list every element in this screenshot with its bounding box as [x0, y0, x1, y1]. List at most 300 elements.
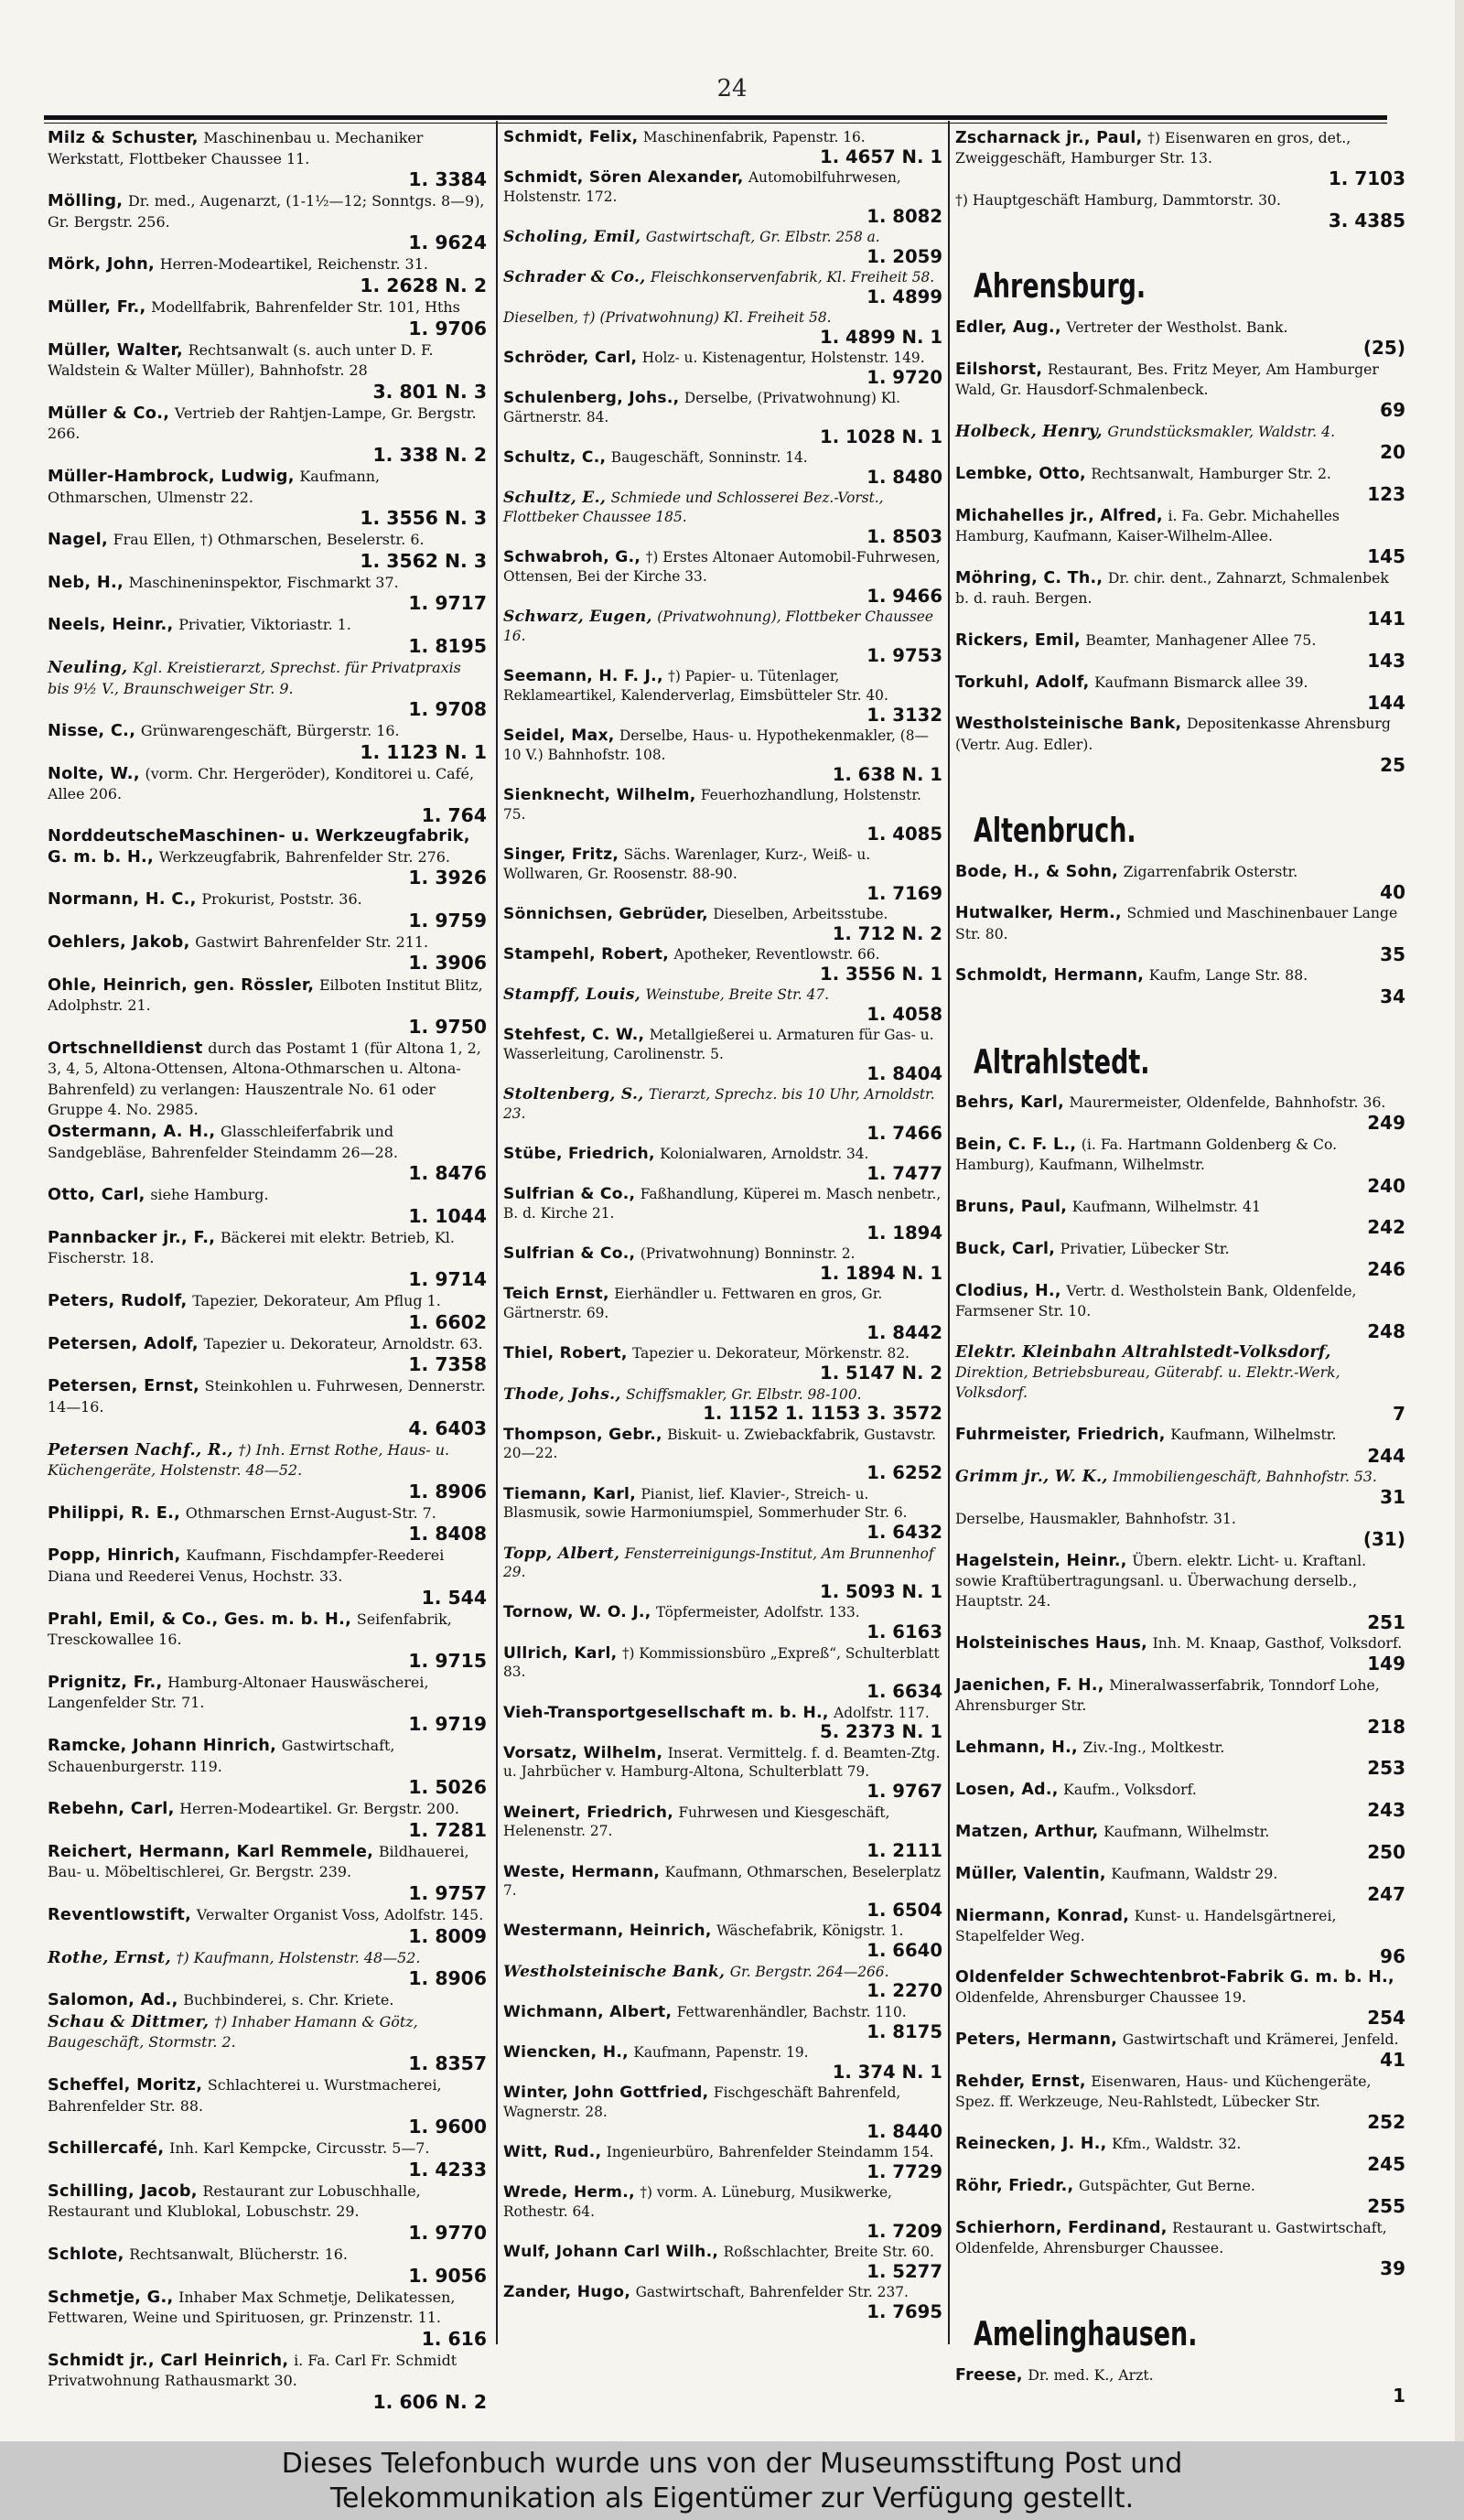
entry-name: Röhr, Friedr., — [955, 2176, 1074, 2195]
entry-description: Bildhauerei, Bau- u. Möbeltischlerei, Gr. Bergstr. 239. — [48, 1842, 469, 1881]
entry-name: Jaenichen, F. H., — [955, 1676, 1104, 1696]
entry-text — [503, 1603, 942, 1622]
entry-text — [955, 2134, 1405, 2154]
entry-text — [48, 467, 487, 508]
phone-number: 1. 6252 — [867, 1462, 942, 1484]
directory-entry — [48, 404, 487, 466]
entry-description: Tierarzt, Sprechz. bis 10 Uhr, Arnoldstr. 23. — [503, 1086, 935, 1123]
entry-name: Oehlers, Jakob, — [48, 932, 190, 952]
entry-text — [503, 1026, 942, 1064]
phone-number: 1. 374 N. 1 — [832, 2061, 942, 2083]
entry-description: Töpfermeister, Adolfstr. 133. — [656, 1604, 860, 1621]
entry-text — [48, 1736, 487, 1777]
phone-number: 3. 4385 — [1328, 210, 1405, 232]
entry-text — [503, 1385, 942, 1405]
directory-entry — [503, 389, 942, 447]
directory-entry — [955, 1864, 1405, 1905]
entry-text — [48, 1990, 487, 2011]
entry-name: Lehmann, H., — [955, 1739, 1078, 1758]
page-edge — [1455, 0, 1464, 2441]
phone-number: 1. 5093 N. 1 — [820, 1581, 942, 1603]
directory-entry — [48, 1185, 487, 1227]
phone-number: 1. 8009 — [408, 1924, 487, 1947]
entry-description: Inh. M. Knaap, Gasthof, Volksdorf. — [1152, 1634, 1403, 1653]
entry-description: (Privatwohnung) Bonninstr. 2. — [640, 1245, 856, 1263]
entry-description: i. Fa. Carl Fr. Schmidt Privatwohnung Rathausmarkt 30. — [48, 2351, 458, 2390]
entry-description: Dr. med., Augenarzt, (1-1½—12; Sonntgs. 8—9), Gr. Bergstr. 256. — [48, 192, 485, 231]
phone-number: 7 — [1393, 1402, 1405, 1425]
phone-number: 1. 9624 — [408, 232, 487, 254]
entry-text — [503, 985, 942, 1005]
entry-description: Sächs. Warenlager, Kurz-, Weiß- u. Wollwaren, Gr. Roosenstr. 88-90. — [503, 846, 871, 883]
directory-entry — [503, 168, 942, 227]
entry-text — [503, 608, 942, 646]
entry-description: Prokurist, Poststr. 36. — [201, 890, 362, 909]
entry-name: Bein, C. F. L., — [955, 1136, 1077, 1155]
entry-text — [503, 1244, 942, 1264]
entry-description: Eilboten Institut Blitz, Adolphstr. 21. — [48, 975, 483, 1015]
entry-name: Nagel, — [48, 531, 108, 550]
entry-name: Reinecken, J. H., — [955, 2134, 1107, 2153]
entry-text — [955, 360, 1405, 400]
entry-text — [955, 630, 1405, 651]
entry-name: Rehder, Ernst, — [955, 2072, 1086, 2091]
entry-description: Kaufmann, Wilhelmstr. — [1103, 1822, 1270, 1840]
entry-text — [503, 489, 942, 527]
phone-number: 96 — [1380, 1945, 1405, 1968]
directory-entry — [503, 448, 942, 488]
phone-number: 1. 5147 N. 2 — [820, 1362, 942, 1384]
phone-number: 1. 8440 — [867, 2120, 942, 2142]
phone-number: 1. 8175 — [867, 2020, 942, 2042]
phone-number: 143 — [1367, 649, 1405, 672]
entry-description: Metallgießerei u. Armaturen für Gas- u. Wasserleitung, Carolinenstr. 5. — [503, 1027, 934, 1063]
entry-text — [48, 764, 487, 805]
phone-number: 1. 9717 — [408, 592, 487, 615]
phone-number: 243 — [1367, 1799, 1405, 1822]
phone-number: 1. 5277 — [867, 2260, 942, 2282]
directory-entry — [48, 1799, 487, 1841]
directory-entry — [503, 128, 942, 167]
entry-description: †) Kommissionsbüro „Expreß“, Schulterblatt 83. — [503, 1644, 940, 1681]
directory-entry — [955, 2134, 1405, 2175]
directory-entry — [503, 1603, 942, 1642]
entry-name: Thode, Johs., — [503, 1384, 621, 1404]
entry-name: Grimm jr., W. K., — [955, 1468, 1108, 1487]
entry-text — [955, 464, 1405, 484]
phone-number: 1. 3926 — [408, 867, 487, 889]
directory-entry — [503, 1963, 942, 2002]
directory-entry — [48, 128, 487, 190]
entry-description: Schmiede und Schlosserei Bez.-Vorst., Flottbeker Chaussee 185. — [503, 490, 884, 526]
entry-text — [503, 1285, 942, 1323]
entry-name: Oldenfelder Schwechtenbrot-Fabrik G. m. b. H., — [955, 1967, 1394, 1987]
directory-entry — [503, 1485, 942, 1544]
entry-name: Losen, Ad., — [955, 1781, 1059, 1800]
entry-name: Schillercafé, — [48, 2139, 165, 2159]
directory-entry — [48, 1610, 487, 1672]
directory-entry — [48, 1039, 487, 1121]
phone-number: 1. 2059 — [867, 245, 942, 267]
directory-entry — [955, 2176, 1405, 2217]
phone-number: 1. 616 — [421, 2327, 487, 2350]
phone-number: 1. 338 N. 2 — [372, 444, 487, 467]
phone-number: 1. 1028 N. 1 — [820, 426, 942, 448]
directory-entry — [503, 1085, 942, 1144]
entry-description: siehe Hamburg. — [150, 1186, 269, 1204]
entry-name: Müller, Valentin, — [955, 1864, 1106, 1883]
entry-name: Edler, Aug., — [955, 318, 1061, 337]
entry-description: Gastwirt Bahrenfelder Str. 211. — [195, 932, 429, 951]
entry-name: Zander, Hugo, — [503, 2282, 631, 2301]
directory-entry — [955, 422, 1405, 463]
directory-entry — [503, 1922, 942, 1961]
directory-entry — [503, 2043, 942, 2083]
entry-name: Buck, Carl, — [955, 1240, 1056, 1259]
entry-name: Petersen, Ernst, — [48, 1377, 200, 1396]
entry-name: Philippi, R. E., — [48, 1503, 181, 1523]
phone-number: 1. 1894 N. 1 — [820, 1263, 942, 1285]
entry-description: Kaufmann, Othmarschen, Beselerplatz 7. — [503, 1863, 942, 1900]
entry-name: Ohle, Heinrich, gen. Rössler, — [48, 975, 315, 995]
section-heading: Amelinghausen. — [974, 2313, 1198, 2353]
entry-name: Niermann, Konrad, — [955, 1906, 1130, 1925]
entry-text — [48, 1228, 487, 1269]
entry-name: Pannbacker jr., F., — [48, 1228, 216, 1247]
entry-description: Kfm., Waldstr. 32. — [1112, 2134, 1242, 2152]
entry-name: Nisse, C., — [48, 722, 136, 741]
entry-text — [48, 615, 487, 636]
phone-number: 253 — [1367, 1757, 1405, 1780]
phone-number: 4. 6403 — [408, 1416, 487, 1439]
phone-number: 3. 801 N. 3 — [372, 380, 487, 403]
directory-entry — [503, 548, 942, 607]
phone-number: 1. 9757 — [408, 1881, 487, 1904]
entry-description: Beamter, Manhagener Allee 75. — [1085, 630, 1317, 649]
column-2 — [503, 128, 942, 2323]
entry-text — [48, 128, 487, 169]
entry-text — [48, 2351, 487, 2392]
phone-number: 1. 8408 — [408, 1523, 487, 1545]
entry-text — [503, 905, 942, 924]
phone-number: 1. 9466 — [867, 586, 942, 608]
directory-entry — [955, 862, 1405, 903]
entry-text — [503, 2143, 942, 2162]
directory-entry — [503, 1185, 942, 1244]
entry-text — [955, 1509, 1405, 1529]
directory-entry — [503, 727, 942, 785]
entry-name: Weinert, Friedrich, — [503, 1803, 673, 1822]
phone-number: 1. 3906 — [408, 952, 487, 975]
entry-name: Stoltenberg, S., — [503, 1085, 644, 1104]
directory-entry — [955, 128, 1405, 189]
directory-entry — [48, 467, 487, 529]
directory-entry — [48, 932, 487, 975]
phone-number: 1. 3562 N. 3 — [360, 549, 487, 572]
entry-description: Rechtsanwalt (s. auch unter D. F. Waldstein & Walter Müller), Bahnhofstr. 28 — [48, 340, 434, 380]
entry-description: Verwalter Organist Voss, Adolfstr. 145. — [196, 1905, 484, 1923]
entry-name: Reichert, Hermann, Karl Remmele, — [48, 1842, 374, 1861]
phone-number: 1. 8906 — [408, 1967, 487, 1990]
entry-name: Peters, Rudolf, — [48, 1292, 188, 1311]
column-divider — [948, 121, 950, 2344]
phone-number: 1. 4058 — [867, 1004, 942, 1026]
entry-description: Apotheker, Reventlowstr. 66. — [673, 946, 880, 964]
phone-number: 1. 3384 — [408, 168, 487, 191]
entry-description: Kunst- u. Handelsgärtnerei, Stapelfelder Weg. — [955, 1906, 1337, 1944]
entry-text — [503, 1644, 942, 1683]
entry-name: Popp, Hinrich, — [48, 1546, 181, 1566]
entry-text — [48, 889, 487, 910]
phone-number: 1. 8357 — [408, 2052, 487, 2074]
entry-name: Müller-Hambrock, Ludwig, — [48, 468, 295, 487]
directory-entry — [503, 667, 942, 726]
phone-number: 1. 3556 N. 1 — [820, 964, 942, 985]
directory-entry — [955, 360, 1405, 421]
entry-name: Neels, Heinr., — [48, 616, 174, 635]
phone-number: (25) — [1362, 337, 1405, 360]
entry-text — [48, 1799, 487, 1820]
header-rule-thick — [44, 115, 1387, 120]
entry-description: Faßhandlung, Küperei m. Masch nenbetr., B. d. Kirche 21. — [503, 1186, 942, 1222]
entry-text — [48, 254, 487, 275]
entry-name: Wulf, Johann Carl Wilh., — [503, 2242, 719, 2261]
directory-entry — [48, 2075, 487, 2138]
entry-name: Behrs, Karl, — [955, 1093, 1064, 1113]
footer-notice — [0, 2441, 1464, 2520]
entry-description: Dr. med. K., Arzt. — [1028, 2365, 1154, 2384]
entry-text — [48, 404, 487, 445]
entry-name: Freese, — [955, 2365, 1023, 2385]
entry-text — [503, 1085, 942, 1124]
phone-number: 144 — [1367, 691, 1405, 714]
entry-text — [955, 1906, 1405, 1946]
directory-entry — [955, 673, 1405, 714]
phone-number: 1. 3556 N. 3 — [360, 507, 487, 530]
entry-name: Eilshorst, — [955, 360, 1043, 379]
entry-description: Fensterreinigungs-Institut, Am Brunnenhof 29. — [503, 1545, 934, 1581]
entry-description: Übern. elektr. Licht- u. Kraftanl. sowie Kraftübertragungsanl. u. Überwachung derselb., Hauptstr. 24. — [955, 1551, 1367, 1610]
entry-name: Schulenberg, Johs., — [503, 389, 680, 408]
entry-name: Mölling, — [48, 192, 124, 211]
entry-description: Tapezier, Dekorateur, Am Pflug 1. — [192, 1292, 441, 1310]
entry-description: †) vorm. A. Lüneburg, Musikwerke, Rothestr. 64. — [503, 2183, 892, 2220]
entry-name: Schilling, Jacob, — [48, 2181, 198, 2201]
entry-text — [955, 903, 1405, 943]
entry-description: Fuhrwesen und Kiesgeschäft, Helenenstr. 27. — [503, 1804, 890, 1840]
directory-entry — [503, 268, 942, 307]
entry-description: Depositenkasse Ahrensburg (Vertr. Aug. Edler). — [955, 715, 1391, 753]
entry-text — [955, 506, 1405, 546]
entry-name: Topp, Albert, — [503, 1544, 620, 1563]
entry-description: Maschineninspektor, Fischmarkt 37. — [128, 573, 399, 591]
phone-number: 1. 9753 — [867, 645, 942, 667]
entry-description: Grünwarengeschäft, Bürgerstr. 16. — [140, 722, 400, 740]
entry-name: Wiencken, H., — [503, 2042, 629, 2062]
phone-number: 1. 9715 — [408, 1649, 487, 1672]
entry-text — [503, 1185, 942, 1223]
entry-name: Seemann, H. F. J., — [503, 667, 663, 686]
directory-entry — [48, 2288, 487, 2350]
entry-name: Tiemann, Karl, — [503, 1484, 637, 1503]
directory-entry — [48, 1291, 487, 1333]
directory-entry — [955, 1738, 1405, 1779]
phone-number: 246 — [1367, 1258, 1405, 1281]
entry-name: Ortschnelldienst — [48, 1039, 203, 1058]
phone-number: 1. 9750 — [408, 1015, 487, 1038]
entry-name: Singer, Fritz, — [503, 845, 619, 865]
entry-description: Ziv.-Ing., Moltkestr. — [1082, 1739, 1225, 1757]
entry-name: Schlote, — [48, 2245, 124, 2264]
entry-description: Kaufmann, Wilhelmstr. — [1170, 1426, 1337, 1444]
entry-text — [955, 1239, 1405, 1259]
directory-entry — [503, 1744, 942, 1803]
directory-entry — [503, 2243, 942, 2282]
entry-description: Restaurant u. Gastwirtschaft, Oldenfelde, Ahrensburger Chaussee. — [955, 2218, 1387, 2256]
entry-description: (vorm. Chr. Hergeröder), Konditorei u. Café, Allee 206. — [48, 764, 475, 803]
entry-description: Zigarrenfabrik Osterstr. — [1123, 862, 1298, 880]
entry-text — [503, 667, 942, 705]
entry-text — [955, 318, 1405, 338]
entry-text — [503, 1145, 942, 1164]
phone-number: 247 — [1367, 1883, 1405, 1906]
directory-entry — [955, 1135, 1405, 1196]
entry-name: Neuling, — [48, 658, 128, 678]
directory-entry — [48, 764, 487, 826]
entry-description: Gr. Bergstr. 264—266. — [729, 1963, 889, 1980]
entry-name: Zscharnack jr., Paul, — [955, 129, 1143, 147]
directory-entry — [955, 1906, 1405, 1967]
entry-text — [503, 1545, 942, 1583]
directory-entry — [955, 2072, 1405, 2133]
entry-description: Maschinenbau u. Mechaniker Werkstatt, Flottbeker Chaussee 11. — [48, 129, 424, 167]
entry-description: Holz- u. Kistenagentur, Holstenstr. 149. — [641, 350, 925, 367]
entry-text — [48, 2138, 487, 2159]
entry-name: Nolte, W., — [48, 764, 140, 783]
entry-description: †) Erstes Altonaer Automobil-Fuhrwesen, Ottensen, Bei der Kirche 33. — [503, 549, 941, 586]
directory-entry — [503, 905, 942, 944]
entry-name: Schultz, E., — [503, 489, 607, 508]
phone-number: 1. 9708 — [408, 698, 487, 721]
entry-name: Otto, Carl, — [48, 1186, 145, 1205]
directory-entry — [955, 1093, 1405, 1134]
entry-name: Müller & Co., — [48, 404, 170, 423]
directory-entry — [503, 308, 942, 348]
phone-number: 69 — [1380, 399, 1405, 422]
directory-entry — [48, 827, 487, 888]
phone-number: 249 — [1367, 1112, 1405, 1135]
entry-name: Scheffel, Moritz, — [48, 2075, 203, 2095]
entry-description: Steinkohlen u. Fuhrwesen, Dennerstr. 14—16. — [48, 1377, 486, 1416]
directory-entry — [48, 1334, 487, 1376]
header-rule-thin — [44, 123, 1387, 124]
entry-name: Rothe, Ernst, — [48, 1947, 171, 1967]
entry-text — [955, 1633, 1405, 1653]
directory-entry — [503, 985, 942, 1025]
entry-description: Oldenfelde, Ahrensburger Chaussee 19. — [955, 1987, 1247, 2006]
entry-description: Eisenwaren, Haus- und Küchengeräte, Spez. ff. Werkzeuge, Neu-Rahlstedt, Lübecker Str. — [955, 2072, 1372, 2110]
entry-name: Reventlowstift, — [48, 1905, 192, 1924]
entry-name: Teich Ernst, — [503, 1285, 609, 1304]
entry-text — [503, 308, 942, 328]
entry-name: Hutwalker, Herm., — [955, 904, 1122, 923]
entry-name: Bruns, Paul, — [955, 1198, 1068, 1217]
phone-number: 1. 7103 — [1328, 167, 1405, 190]
entry-description: Vertreter der Westholst. Bank. — [1066, 318, 1288, 336]
phone-number: (31) — [1362, 1528, 1405, 1551]
phone-number: 149 — [1367, 1653, 1405, 1675]
entry-name: Wrede, Herm., — [503, 2182, 635, 2202]
entry-description: Schiffsmakler, Gr. Elbstr. 98-100. — [626, 1385, 862, 1403]
phone-number: 1. 6602 — [408, 1310, 487, 1333]
entry-description: Privatier, Lübecker Str. — [1060, 1240, 1230, 1258]
directory-entry — [48, 1990, 487, 2011]
entry-name: Schröder, Carl, — [503, 349, 638, 368]
directory-entry — [48, 615, 487, 657]
directory-entry — [955, 1968, 1405, 2029]
entry-name: Witt, Rud., — [503, 2142, 602, 2161]
entry-name: Schmidt, Felix, — [503, 128, 639, 146]
phone-number: 1. 3132 — [867, 705, 942, 727]
entry-text — [503, 349, 942, 368]
directory-entry — [48, 2138, 487, 2181]
entry-text — [48, 1122, 487, 1163]
entry-description: Herren-Modeartikel. Gr. Bergstr. 200. — [179, 1800, 459, 1818]
phone-number: 1. 712 N. 2 — [832, 923, 942, 944]
directory-entry — [955, 318, 1405, 359]
directory-entry — [48, 1376, 487, 1438]
phone-number: 242 — [1367, 1216, 1405, 1239]
entry-name: Seidel, Max, — [503, 727, 615, 746]
entry-text — [955, 2030, 1405, 2050]
directory-entry — [955, 630, 1405, 672]
entry-text — [48, 1905, 487, 1926]
entry-text — [503, 128, 942, 147]
entry-description: Fleischkonservenfabrik, Kl. Freiheit 58. — [650, 269, 935, 286]
entry-text — [48, 2181, 487, 2223]
entry-name: Winter, John Gottfried, — [503, 2083, 709, 2102]
entry-name: Sulfrian & Co., — [503, 1185, 636, 1204]
entry-description: Kaufm, Lange Str. 88. — [1148, 966, 1308, 985]
phone-number: 1. 9770 — [408, 2221, 487, 2244]
directory-entry — [503, 1344, 942, 1384]
directory-entry — [503, 349, 942, 388]
directory-entry — [503, 1244, 942, 1284]
entry-text — [48, 1545, 487, 1587]
entry-text — [503, 1704, 942, 1723]
entry-name: Schwarz, Eugen, — [503, 608, 652, 627]
phone-number: 1. 4899 N. 1 — [820, 327, 942, 349]
phone-number: 248 — [1367, 1320, 1405, 1343]
directory-entry — [48, 1545, 487, 1608]
entry-text — [48, 1291, 487, 1312]
entry-text — [48, 1503, 487, 1524]
entry-description: Weinstube, Breite Str. 47. — [645, 986, 830, 1004]
entry-text — [503, 228, 942, 247]
directory-entry — [503, 1026, 942, 1084]
entry-description: Gutspächter, Gut Berne. — [1079, 2176, 1255, 2194]
entry-text — [955, 128, 1405, 168]
entry-name: Westermann, Heinrich, — [503, 1922, 712, 1941]
phone-number: 1. 1044 — [408, 1204, 487, 1227]
phone-number: 1. 9719 — [408, 1712, 487, 1735]
entry-text — [955, 1425, 1405, 1445]
entry-description: Werkzeugfabrik, Bahrenfelder Str. 276. — [158, 847, 450, 866]
entry-name: Stampehl, Robert, — [503, 945, 670, 964]
directory-entry — [503, 1704, 942, 1743]
phone-number: 1. 4085 — [867, 823, 942, 845]
phone-number: 34 — [1380, 985, 1405, 1007]
